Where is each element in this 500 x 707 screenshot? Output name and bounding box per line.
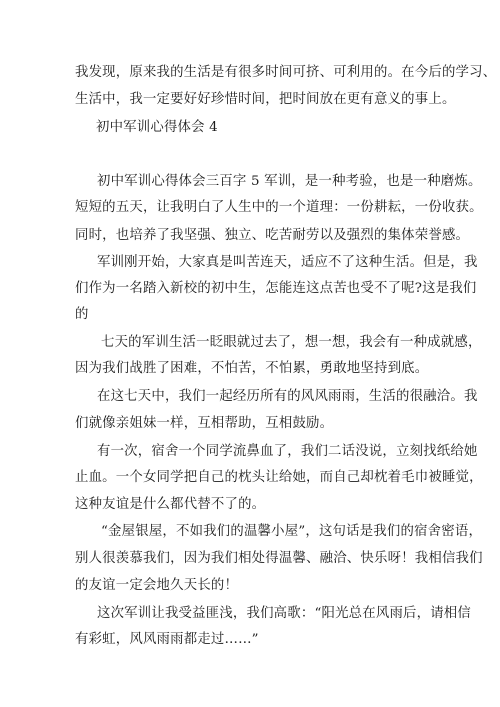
text-line: 这种友谊是什么都代替不了的。 — [75, 497, 266, 512]
text-line: 初中军训心得体会三百字 5 军训，是一种考验，也是一种磨炼。 — [97, 174, 482, 189]
text-line: 们就像亲姐妹一样，互相帮助，互相鼓励。 — [75, 416, 334, 431]
text-line: “金屋银屋，不如我们的温馨小屋”，这句话是我们的宿舍密语， — [101, 524, 483, 539]
section-heading: 初中军训心得体会 4 — [96, 120, 218, 135]
text-line: 同时，也培养了我坚强、独立、吃苦耐劳以及强烈的集体荣誉感。 — [75, 228, 470, 243]
text-line: 短短的五天，让我明白了人生中的一个道理：一份耕耘，一份收获。 — [75, 200, 483, 215]
text-line: 有彩虹，风风雨雨都走过……” — [75, 632, 259, 647]
text-line: 因为我们战胜了困难，不怕苦，不怕累，勇敢地坚持到底。 — [75, 361, 429, 376]
text-line: 们作为一名踏入新校的初中生，怎能连这点苦也受不了呢?这是我们 — [75, 281, 477, 296]
text-line: 军训刚开始，大家真是叫苦连天，适应不了这种生活。但是，我 — [97, 255, 478, 270]
text-line: 止血。一个女同学把自己的枕头让给她，而自己却枕着毛巾被睡觉， — [75, 470, 483, 485]
text-line: 这次军训让我受益匪浅，我们高歌：“阳光总在风雨后，请相信 — [97, 606, 471, 621]
text-line: 生活中，我一定要好好珍惜时间，把时间放在更有意义的事上。 — [75, 92, 456, 107]
text-line: 别人很羡慕我们，因为我们相处得温馨、融洽、快乐呀！我相信我们 — [75, 551, 483, 566]
text-line: 的友谊一定会地久天长的！ — [75, 578, 239, 593]
text-line: 我发现，原来我的生活是有很多时间可挤、可利用的。在今后的学习、 — [75, 65, 497, 80]
text-line: 有一次，宿舍一个同学流鼻血了，我们二话没说，立刻找纸给她 — [97, 444, 478, 459]
text-line: 七天的军训生活一眨眼就过去了，想一想，我会有一种成就感， — [101, 335, 482, 350]
text-line: 的 — [75, 307, 89, 322]
text-line: 在这七天中，我们一起经历所有的风风雨雨，生活的很融洽。我 — [97, 389, 478, 404]
